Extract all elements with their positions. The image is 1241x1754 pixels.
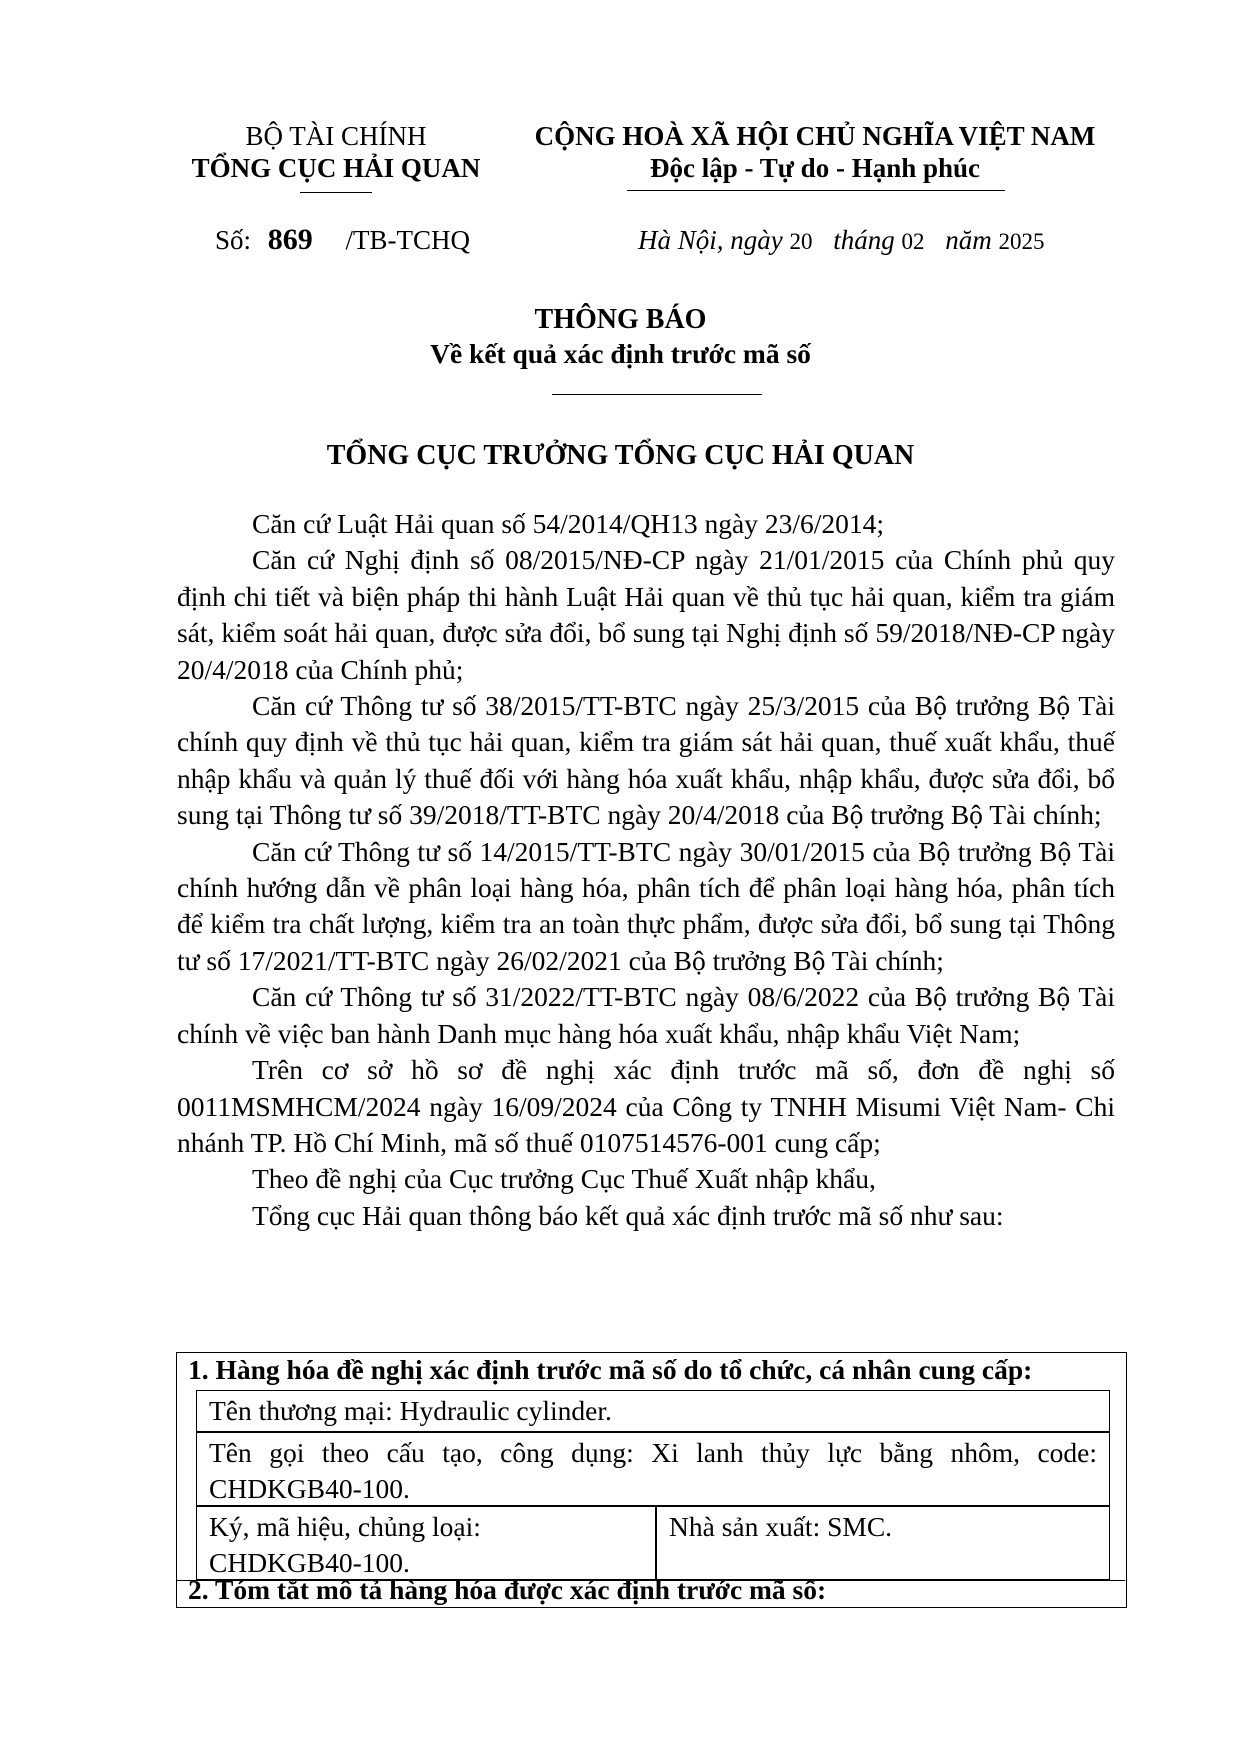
trade-name-cell <box>196 1390 1110 1432</box>
national-motto: Độc lập - Tự do - Hạnh phúc <box>649 153 981 183</box>
application-basis-paragraph: Trên cơ sở hồ sơ đề nghị xác định trước mã số, đơn đề nghị số 0011MSMHCM/2024 ngày 16/09/2024 của Công ty TNHH Misumi Việt Nam- Chi nhánh TP. Hồ Chí Minh, mã số thuế 0107514576-001 cung cấp; <box>177 1054 1115 1158</box>
document-number <box>215 222 470 258</box>
date-month: 02 <box>901 229 925 254</box>
structure-name: Tên gọi theo cấu tạo, công dụng: Xi lanh thủy lực bằng nhôm, code: CHDKGB40-100. <box>209 1437 1097 1504</box>
place-date <box>638 222 1045 260</box>
model-value: CHDKGB40-100. <box>209 1547 410 1578</box>
legal-basis-paragraph: Căn cứ Thông tư số 14/2015/TT-BTC ngày 30/01/2015 của Bộ trưởng Bộ Tài chính hướng dẫn về phân loại hàng hóa, phân tích để phân loại hàng hóa, phân tích để kiểm tra chất lượng, kiểm tra an toàn thực phẩm, được sửa đổi, bổ sung tại Thông tư số 17/2021/TT-BTC ngày 26/02/2021 của Bộ trưởng Bộ Tài chính; <box>177 835 1115 976</box>
announcement-paragraph: Tổng cục Hải quan thông báo kết quả xác định trước mã số như sau: <box>252 1199 1004 1231</box>
trade-name: Tên thương mại: Hydraulic cylinder. <box>209 1395 612 1426</box>
date-year: 2025 <box>998 229 1045 254</box>
place-date-prefix: Hà Nội, ngày <box>638 225 783 255</box>
structure-name-cell <box>196 1432 1110 1506</box>
number-value: 869 <box>267 223 313 256</box>
legal-basis-paragraph: Căn cứ Thông tư số 38/2015/TT-BTC ngày 25/3/2015 của Bộ trưởng Bộ Tài chính quy định về thủ tục hải quan, kiểm tra giám sát hải quan, thuế xuất khẩu, thuế nhập khẩu và quản lý thuế đối với hàng hóa xuất khẩu, nhập khẩu, được sửa đổi, bổ sung tại Thông tư số 39/2018/TT-BTC ngày 20/4/2018 của Bộ trưởng Bộ Tài chính; <box>177 690 1115 831</box>
manufacturer: Nhà sản xuất: SMC. <box>669 1511 893 1542</box>
number-suffix: /TB-TCHQ <box>345 225 471 255</box>
legal-basis-paragraph: Căn cứ Nghị định số 08/2015/NĐ-CP ngày 21/01/2015 của Chính phủ quy định chi tiết và biện pháp thi hành Luật Hải quan về thủ tục hải quan, kiểm tra giám sát, kiểm soát hải quan, được sửa đổi, bổ sung tại Nghị định số 59/2018/NĐ-CP ngày 20/4/2018 của Chính phủ; <box>177 544 1115 685</box>
model-label: Ký, mã hiệu, chủng loại: <box>209 1511 481 1542</box>
country-name: CỘNG HOÀ XÃ HỘI CHỦ NGHĨA VIỆT NAM <box>534 121 1096 151</box>
date-day: 20 <box>789 229 813 254</box>
document-title: THÔNG BÁO <box>534 304 707 335</box>
title-divider <box>552 394 762 395</box>
number-prefix: Số: <box>215 225 252 255</box>
department-underline <box>300 192 372 193</box>
section-1-title: 1. Hàng hóa đề nghị xác định trước mã số do tổ chức, cá nhân cung cấp: <box>188 1354 1033 1385</box>
motto-underline <box>627 190 1005 191</box>
section-2-title: 2. Tóm tắt mô tả hàng hóa được xác định trước mã số: <box>188 1574 827 1605</box>
document-subtitle: Về kết quả xác định trước mã số <box>430 338 811 369</box>
month-label: tháng <box>833 225 895 255</box>
department-name: TỔNG CỤC HẢI QUAN <box>191 153 481 183</box>
proposal-paragraph: Theo đề nghị của Cục trưởng Cục Thuế Xuất nhập khẩu, <box>252 1163 876 1195</box>
legal-basis-paragraph: Căn cứ Luật Hải quan số 54/2014/QH13 ngày 23/6/2014; <box>252 508 885 539</box>
model-cell <box>196 1506 656 1580</box>
legal-basis-paragraph: Căn cứ Thông tư số 31/2022/TT-BTC ngày 08/6/2022 của Bộ trưởng Bộ Tài chính về việc ban hành Danh mục hàng hóa xuất khẩu, nhập khẩu Việt Nam; <box>177 981 1115 1049</box>
year-label: năm <box>945 225 992 255</box>
manufacturer-cell <box>656 1506 1110 1580</box>
document-body <box>177 506 1115 1234</box>
ministry-name: BỘ TÀI CHÍNH <box>245 121 427 151</box>
issuing-authority: TỔNG CỤC TRƯỞNG TỔNG CỤC HẢI QUAN <box>326 440 915 471</box>
